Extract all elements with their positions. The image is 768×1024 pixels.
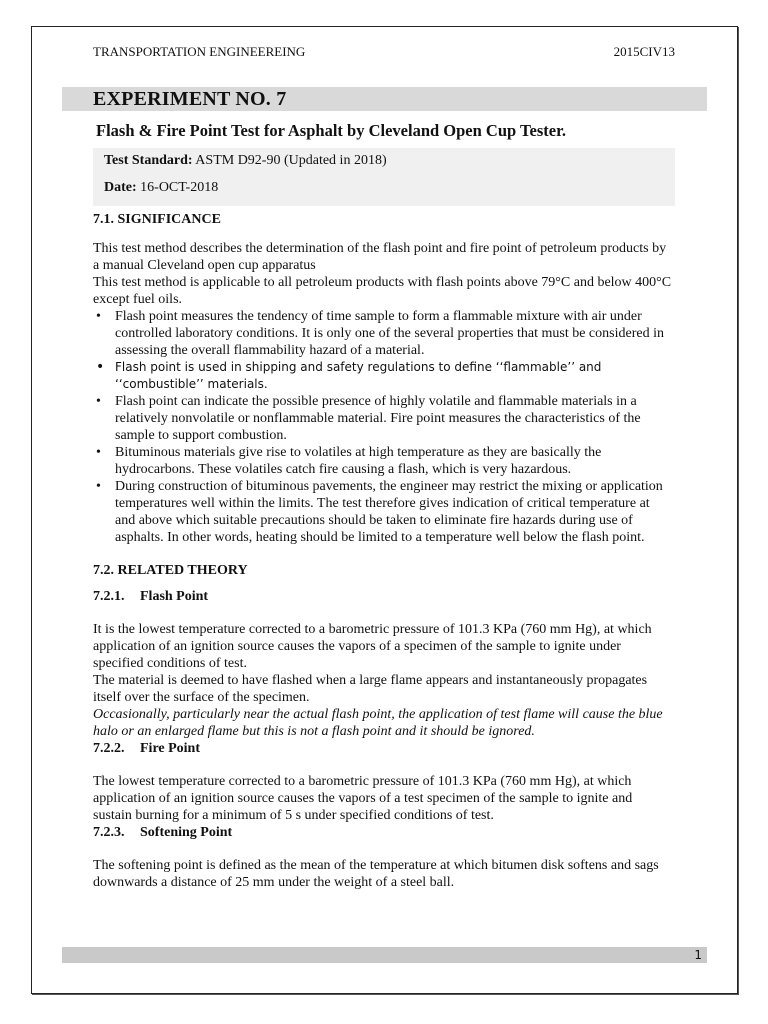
softening-point-para-1: The softening point is defined as the mean of the temperature at which bitumen disk softens and sags downwards a distance of 25 mm under the weight of a steel ball. [93,858,659,890]
test-date-label: Date: [104,180,137,195]
header-code: 2015CIV13 [613,44,675,59]
significance-para-1: This test method describes the determination of the flash point and fire point of petroleum products by a manual Cleveland open cup apparatus [93,241,667,273]
fire-point-para-1: The lowest temperature corrected to a barometric pressure of 101.3 KPa (760 mm Hg), at which application of an ignition source causes the vapors of a test specimen of the sample to ignite and sustain burning for a minimum of 5 s under specified conditions of test. [93,774,633,823]
softening-point-title: Softening Point [140,825,233,840]
header-course: TRANSPORTATION ENGINEEREING [93,44,306,59]
test-standard-line [104,153,387,169]
running-header [93,44,675,60]
theory-heading: 7.2. RELATED THEORY [93,563,248,578]
test-standard-label: Test Standard: [104,153,193,168]
flash-point-para-1: It is the lowest temperature corrected to a barometric pressure of 101.3 KPa (760 mm Hg), at which application of an ignition source causes the vapors of a specimen of the sample to ignite under specified conditions of test. [93,622,652,671]
flash-point-note: Occasionally, particularly near the actual flash point, the application of test flame will cause the blue halo or an enlarged flame but this is not a flash point and it should be ignored. [93,707,663,739]
fire-point-heading [93,740,673,757]
flash-point-para-2: The material is deemed to have flashed when a large flame appears and instantaneously propagates itself over the surface of the specimen. [93,673,648,705]
document-body [93,211,673,891]
softening-point-heading [93,824,673,841]
list-item: • Bituminous materials give rise to volatiles at high temperature as they are basically the hydrocarbons. These volatiles catch fire causing a flash, which is very hazardous. [93,444,673,478]
list-item: • Flash point can indicate the possible presence of highly volatile and flammable materials in a relatively nonvolatile or nonflammable material. Fire point measures the characteristics of the sample to support combustion. [93,393,673,444]
test-date-value: 16-OCT-2018 [140,180,219,195]
significance-para-2: This test method is applicable to all petroleum products with flash points above 79°C and below 400°C except fuel oils. [93,275,672,307]
softening-point-number: 7.2.3. [93,825,125,840]
significance-heading: 7.1. SIGNIFICANCE [93,212,221,227]
experiment-subtitle: Flash & Fire Point Test for Asphalt by Cleveland Open Cup Tester. [96,121,567,140]
flash-point-title: Flash Point [140,589,209,604]
list-item: • Flash point is used in shipping and safety regulations to define ‘‘flammable’’ and ‘‘combustible’’ materials. [93,359,673,393]
fire-point-number: 7.2.2. [93,741,125,756]
fire-point-title: Fire Point [140,741,201,756]
test-standard-value: ASTM D92-90 (Updated in 2018) [195,153,387,168]
page-number: 1 [694,948,702,962]
list-item: • During construction of bituminous pavements, the engineer may restrict the mixing or application temperatures well within the limits. The test therefore gives indication of critical temperature at and above which suitable precautions should be taken to eliminate fire hazards during use of asphalts. In other words, heating should be limited to a temperature well below the flash point. [93,478,673,546]
experiment-title: EXPERIMENT NO. 7 [93,88,287,110]
footer-bar [62,947,707,963]
significance-bullets [93,308,673,546]
list-item: • Flash point measures the tendency of time sample to form a flammable mixture with air under controlled laboratory conditions. It is only one of the several properties that must be considered in assessing the overall flammability hazard of a material. [93,308,673,359]
test-date-line [104,180,218,196]
flash-point-number: 7.2.1. [93,589,125,604]
flash-point-heading [93,588,673,605]
